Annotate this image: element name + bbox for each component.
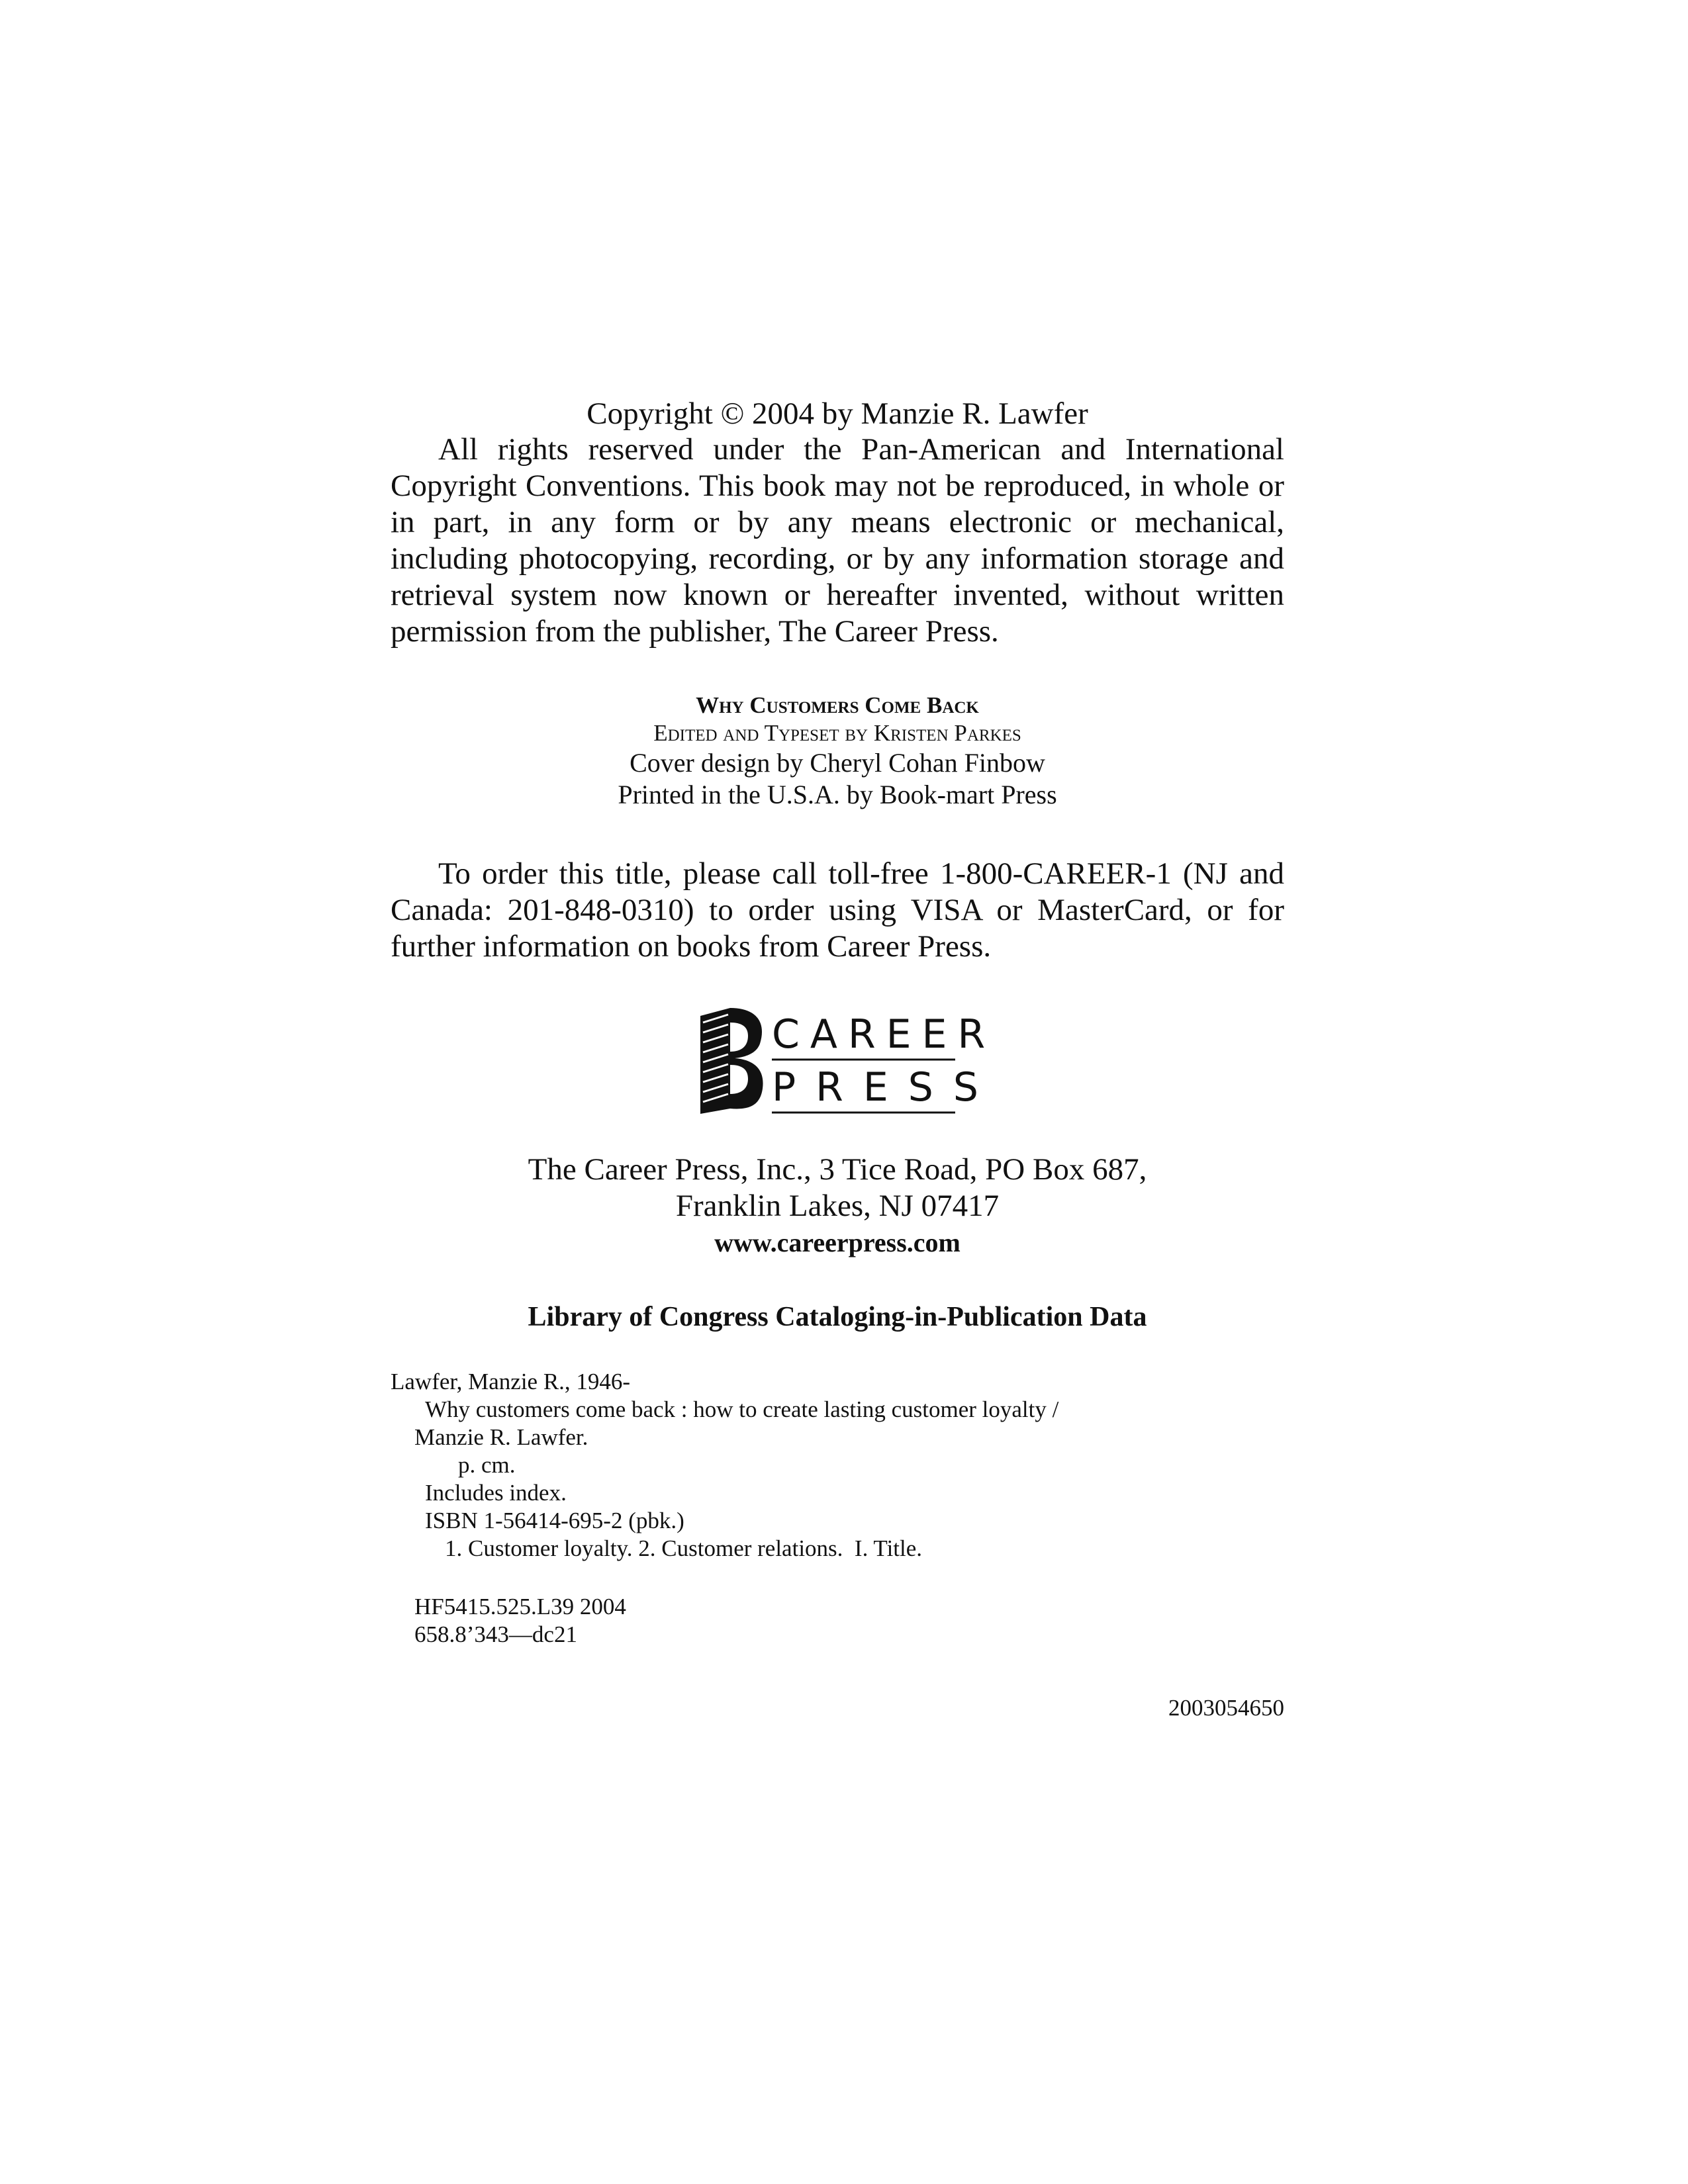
publisher-url[interactable]: www.careerpress.com [714,1228,961,1257]
logo-word-press: PRESS [772,1064,998,1111]
career-press-logo [694,1003,998,1115]
copyright-line: Copyright © 2004 by Manzie R. Lawfer [586,396,1088,431]
cip-heading: Library of Congress Cataloging-in-Publication Data [528,1302,1147,1332]
cip-record [391,1368,1284,1649]
credits-editor: Edited and Typeset by Kristen Parkes [653,720,1021,746]
cip-class-line: HF5415.525.L39 2004 [414,1594,626,1619]
address-line-2: Franklin Lakes, NJ 07417 [675,1189,1000,1223]
credits-title: Why Customers Come Back [696,692,979,718]
order-paragraph: To order this title, please call toll-free 1-800-CAREER-1 (NJ and Canada: 201-848-0310) to order using VISA or MasterCard, or for further information on books from Career Press. [391,856,1284,964]
address-block [391,1152,1284,1259]
credits-cover: Cover design by Cheryl Cohan Finbow [630,748,1045,778]
address-line-1: The Career Press, Inc., 3 Tice Road, PO Box 687, [528,1152,1147,1187]
credits-printer: Printed in the U.S.A. by Book-mart Press [618,780,1057,809]
lccn-number: 2003054650 [1168,1695,1284,1721]
credits-block [391,692,1284,811]
career-press-logo-icon [700,1008,763,1114]
cip-line: Why customers come back : how to create lasting customer loyalty / [425,1396,1059,1422]
cip-line: Includes index. [425,1480,567,1506]
cip-line: Manzie R. Lawfer. [414,1424,588,1450]
cip-line: Lawfer, Manzie R., 1946- [391,1369,631,1394]
cip-line: p. cm. [458,1452,516,1478]
cip-line: ISBN 1-56414-695-2 (pbk.) [425,1508,684,1533]
rights-paragraph: All rights reserved under the Pan-American and International Copyright Conventions. This book may not be reproduced, in whole or in part, in any form or by any means electronic or mechanical, including photocopying, recording, or by any information storage and retrieval system now known or hereafter invented, without written permission from the publisher, The Career Press. [391,432,1284,649]
cip-line: 1. Customer loyalty. 2. Customer relations. I. Title. [445,1535,923,1561]
cip-class-line: 658.8’343—dc21 [414,1621,577,1647]
logo-word-career: CAREER [772,1011,996,1058]
